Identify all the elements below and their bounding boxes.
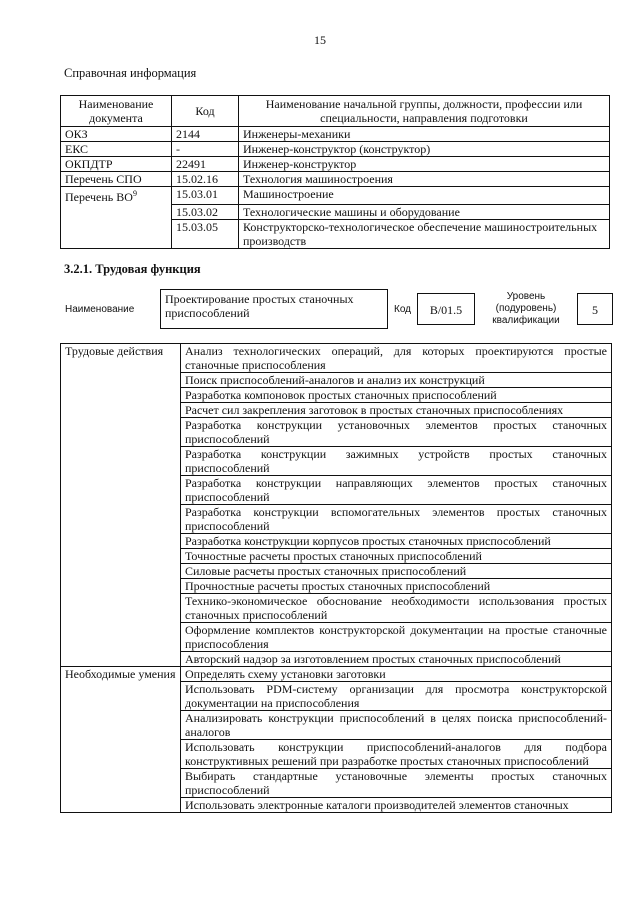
code-cell: 22491 xyxy=(172,157,239,172)
name-label: Наименование xyxy=(65,304,135,315)
actions-item: Разработка конструкции вспомогательных элементов простых станочных приспособлений xyxy=(181,505,612,534)
actions-item: Точностные расчеты простых станочных приспособлений xyxy=(181,549,612,564)
doc-cell: ОКПДТР xyxy=(61,157,172,172)
doc-cell xyxy=(61,204,172,219)
table-row xyxy=(61,172,610,187)
code-cell: 15.02.16 xyxy=(172,172,239,187)
doc-cell: Перечень СПО xyxy=(61,172,172,187)
actions-item: Прочностные расчеты простых станочных приспособлений xyxy=(181,579,612,594)
reference-table xyxy=(60,95,610,249)
level-label: Уровень (подуровень) квалификации xyxy=(492,291,560,326)
actions-label: Трудовые действия xyxy=(61,344,181,667)
qualification-level: 5 xyxy=(577,293,613,325)
actions-item: Разработка конструкции зажимных устройств простых станочных приспособлений xyxy=(181,447,612,476)
code-cell: 15.03.02 xyxy=(172,204,239,219)
actions-table xyxy=(60,343,612,813)
table-row xyxy=(61,219,610,248)
doc-cell xyxy=(61,187,172,205)
skills-item: Использовать электронные каталоги производителей элементов станочных xyxy=(181,798,612,813)
skills-label: Необходимые умения xyxy=(61,667,181,813)
name-cell: Технология машиностроения xyxy=(239,172,610,187)
function-title: 3.2.1. Трудовая функция xyxy=(64,262,201,276)
actions-item: Разработка конструкции направляющих элементов простых станочных приспособлений xyxy=(181,476,612,505)
code-cell: 15.03.01 xyxy=(172,187,239,205)
list-item xyxy=(61,667,612,682)
doc-cell: ОКЗ xyxy=(61,127,172,142)
actions-item: Силовые расчеты простых станочных приспособлений xyxy=(181,564,612,579)
reference-title: Справочная информация xyxy=(64,66,197,80)
name-cell: Инженер-конструктор (конструктор) xyxy=(239,142,610,157)
skills-item: Анализировать конструкции приспособлений в целях поиска приспособлений-аналогов xyxy=(181,711,612,740)
actions-item: Авторский надзор за изготовлением простых станочных приспособлений xyxy=(181,652,612,667)
code-cell: 2144 xyxy=(172,127,239,142)
table-row xyxy=(61,127,610,142)
skills-item: Выбирать стандартные установочные элементы простых станочных приспособлений xyxy=(181,769,612,798)
table-row xyxy=(61,187,610,205)
header-code: Код xyxy=(172,96,239,127)
actions-item: Технико-экономическое обоснование необходимости использования простых станочных приспособлений xyxy=(181,594,612,623)
name-cell: Машиностроение xyxy=(239,187,610,205)
skills-item: Использовать конструкции приспособлений-аналогов для подбора конструктивных решений при разработке простых станочных приспособлений xyxy=(181,740,612,769)
actions-item: Разработка компоновок простых станочных приспособлений xyxy=(181,388,612,403)
actions-item: Оформление комплектов конструкторской документации на простые станочные приспособления xyxy=(181,623,612,652)
name-cell: Инженеры-механики xyxy=(239,127,610,142)
actions-item: Разработка конструкции установочных элементов простых станочных приспособлений xyxy=(181,418,612,447)
header-name: Наименование начальной группы, должности, профессии или специальности, направления подготовки xyxy=(239,96,610,127)
page-number: 15 xyxy=(314,33,326,47)
skills-item: Определять схему установки заготовки xyxy=(181,667,612,682)
actions-item: Поиск приспособлений-аналогов и анализ их конструкций xyxy=(181,373,612,388)
code-cell: - xyxy=(172,142,239,157)
header-document: Наименование документа xyxy=(61,96,172,127)
function-code: B/01.5 xyxy=(417,293,475,325)
name-cell: Технологические машины и оборудование xyxy=(239,204,610,219)
code-cell: 15.03.05 xyxy=(172,219,239,248)
function-name: Проектирование простых станочных приспособлений xyxy=(160,289,388,329)
doc-cell: ЕКС xyxy=(61,142,172,157)
doc-text: Перечень ВО xyxy=(65,190,133,204)
name-cell: Конструкторско-технологическое обеспечение машиностроительных производств xyxy=(239,219,610,248)
actions-item: Расчет сил закрепления заготовок в простых станочных приспособлениях xyxy=(181,403,612,418)
footnote-mark: 9 xyxy=(132,189,137,198)
name-cell: Инженер-конструктор xyxy=(239,157,610,172)
code-label: Код xyxy=(394,304,412,315)
actions-item: Анализ технологических операций, для которых проектируются простые станочные приспособления xyxy=(181,344,612,373)
doc-cell xyxy=(61,219,172,248)
skills-item: Использовать PDM-систему организации для просмотра конструкторской документации на приспособления xyxy=(181,682,612,711)
list-item xyxy=(61,344,612,373)
table-row xyxy=(61,204,610,219)
table-row xyxy=(61,142,610,157)
table-row xyxy=(61,157,610,172)
actions-item: Разработка конструкции корпусов простых станочных приспособлений xyxy=(181,534,612,549)
